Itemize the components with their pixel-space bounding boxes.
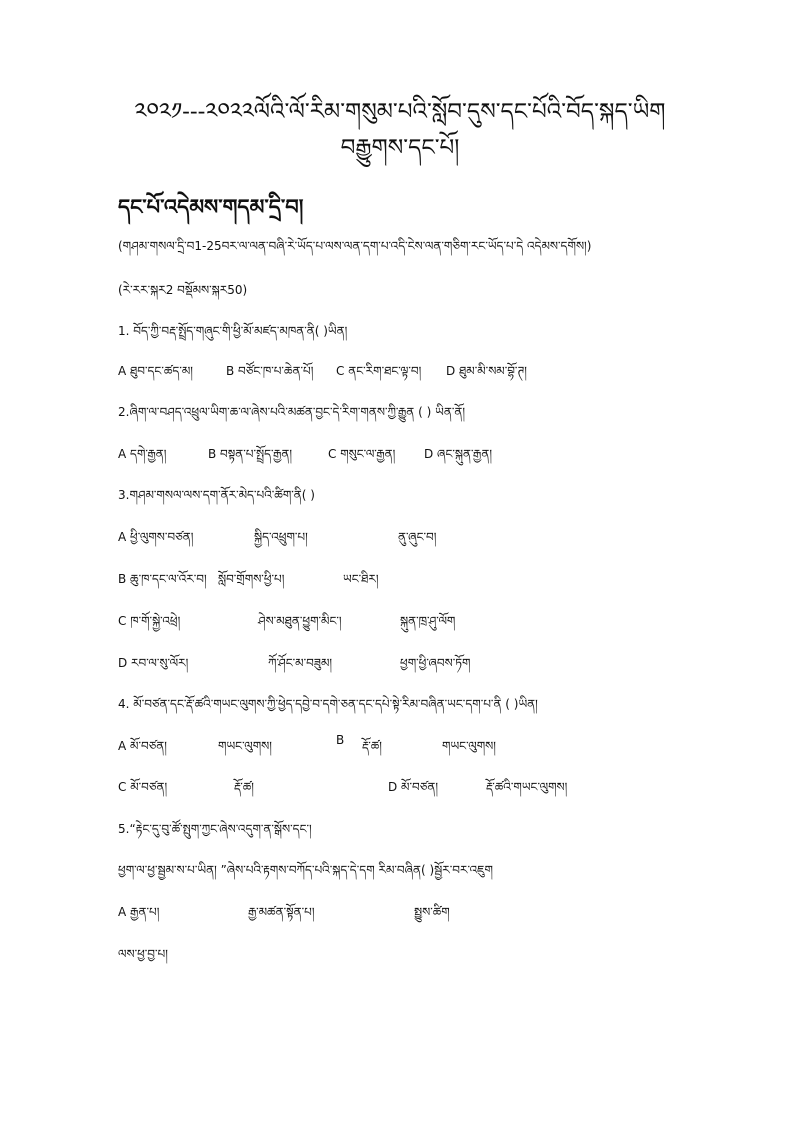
- question-3-option-c-word-3: སྐུན་ཁྲ་ཤུ་ལོག: [400, 614, 456, 628]
- question-3-option-b-word-3: ཡང་ཐིར།: [343, 572, 379, 586]
- question-4-option-d-word-2: རྡོ་ཚའི་གཡང་ལུགས།: [486, 780, 568, 794]
- question-4-option-a: A མོ་བཙན།: [118, 739, 167, 753]
- question-2-option-c: C གསུང་ལ་རྒྱན།: [328, 447, 396, 461]
- instructions-line-1: (གཤམ་གསལ་དྲི་བ1-25བར་ལ་ལན་བཞི་རེ་ཡོད་པ་ལས་ལན་དག་པ་འདི་ངེས་ལན་གཅིག་རང་ཡོད་པ་དེ འདེམས་དགོས།): [118, 239, 592, 253]
- question-3-option-a-word-3: ནུ་ཞུང་བ།: [398, 530, 437, 544]
- exam-title-line-1: ༢༠༢༡---༢༠༢༢ལོའི་ལོ་རིམ་གསུམ་པའི་སློབ་དུས་དང་པོའི་བོད་སྐད་ཡིག: [134, 99, 666, 125]
- question-3-option-d: D རབ་ལ་སུ་ལོར།: [118, 656, 189, 670]
- question-1-option-c: C ནང་རིག་ཐང་ལྟ་བ།: [336, 364, 422, 378]
- question-2-option-b: B བསྟན་པ་སྤྲོད་རྒྱན།: [208, 447, 293, 461]
- question-2-option-d: D ཞང་སྐུན་རྒྱན།: [424, 447, 493, 461]
- question-5-trailing: ལས་ཕྱ་བྱ་པ།: [118, 947, 168, 961]
- question-5-option-a-word-3: སྤྱུས་ཚིག: [414, 905, 450, 919]
- question-5-continuation: ཕྱག་ལ་ཕྱ་སྦྱམ་ས་པ་ཡིན། ”ཞེས་པའི་རྟགས་བཀོད་པའི་སྐད་དེ་དག རིམ་བཞིན( )སྦྱོར་བར་འཇུག: [118, 863, 493, 877]
- question-4-option-d: D མོ་བཙན།: [388, 780, 438, 794]
- question-1-stem: 1. བོད་ཀྱི་བརྡ་སྤྲོད་གཞུང་གི་ཕྱི་མོ་མཛད་མཁན་ནི( )ཡིན།: [118, 324, 348, 338]
- question-4-option-b: B: [336, 733, 345, 747]
- question-5-option-a: A རྒྱན་པ།: [118, 905, 160, 919]
- instructions-line-2: (རེ་རར་སྐར2 བསྡོམས་སྐར50): [118, 283, 248, 297]
- question-4-option-b-word-1: རྡོ་ཚ།: [362, 739, 382, 753]
- question-3-option-c: C ཁ་གོ་སྐྱེ་འཕྲེ།: [118, 614, 181, 628]
- question-4-option-c: C མོ་བཙན།: [118, 780, 168, 794]
- question-1-option-b: B བཙོང་ཁ་པ་ཆེན་པོ།: [226, 364, 314, 378]
- question-2-stem: 2.ཞིག་ལ་བཤད་འཕྲུལ་ཡིག་ཆ་ལ་ཞེས་པའི་མཚན་བྱང་དེ་རིག་གནས་ཀྱི་རྒྱུན ( ) ཡིན་ནོ།: [118, 405, 466, 419]
- question-1-option-a: A ཐུབ་དང་ཚད་མ།: [118, 364, 193, 378]
- exam-title-line-2: བརྒྱུགས་དང་པོ།: [340, 135, 460, 161]
- question-5-stem: 5.“རྟེང་དུ་བུ་ཚོ་སྤུག་ཀྱང་ཞེས་འདུག་ན་སྒོས་དང་།: [118, 822, 312, 836]
- question-3-option-a-word-2: སྐྱིད་འཕྲུག་པ།: [254, 530, 308, 544]
- question-5-option-a-word-2: རྒྱ་མཚན་སྟོན་པ།: [248, 905, 315, 919]
- question-4-option-a-word-2: གཡང་ལུགས།: [218, 739, 272, 753]
- question-4-option-b-word-2: གཡང་ལུགས།: [442, 739, 496, 753]
- question-3-option-b-word-2: སློབ་གྲོགས་ཕྱི་པ།: [218, 572, 285, 586]
- question-3-option-c-word-2: ཤེས་མཐུན་ཕྱུག་མིང་།: [258, 614, 342, 628]
- question-4-option-c-word-2: རྡོ་ཚ།: [234, 780, 254, 794]
- question-3-option-b: B ཆུ་ཁ་དང་ལ་འོར་བ།: [118, 572, 207, 586]
- question-3-option-a: A ཕྱི་ལུགས་བཙན།: [118, 530, 194, 544]
- question-1-option-d: D ཐུམ་མི་སམ་བྷོ་ཊ།: [446, 364, 527, 378]
- question-3-stem: 3.གཤམ་གསལ་ལས་དག་ནོར་མེད་པའི་ཚིག་ནི( ): [118, 488, 315, 502]
- section-heading: དང་པོ་འདེམས་གདམ་དྲི་བ།: [118, 194, 304, 219]
- question-2-option-a: A དགེ་རྒྱན།: [118, 447, 167, 461]
- question-3-option-d-word-3: ཕྱག་ཕྱི་ཞབས་ཏོག: [400, 656, 471, 670]
- question-4-stem: 4. མོ་བཙན་དང་རྡོ་ཚའི་གཡང་ལུགས་ཀྱི་ཕྱེད་དབྱེ་བ་དགེ་ཅན་དང་དཔེ་སྟེ་རིམ་བཞིན་ཡང་དག་པ་ནི ( )ཡིན།: [118, 697, 538, 711]
- question-3-option-d-word-2: ཀོ་ཤོང་མ་བཟུམ།: [268, 656, 333, 670]
